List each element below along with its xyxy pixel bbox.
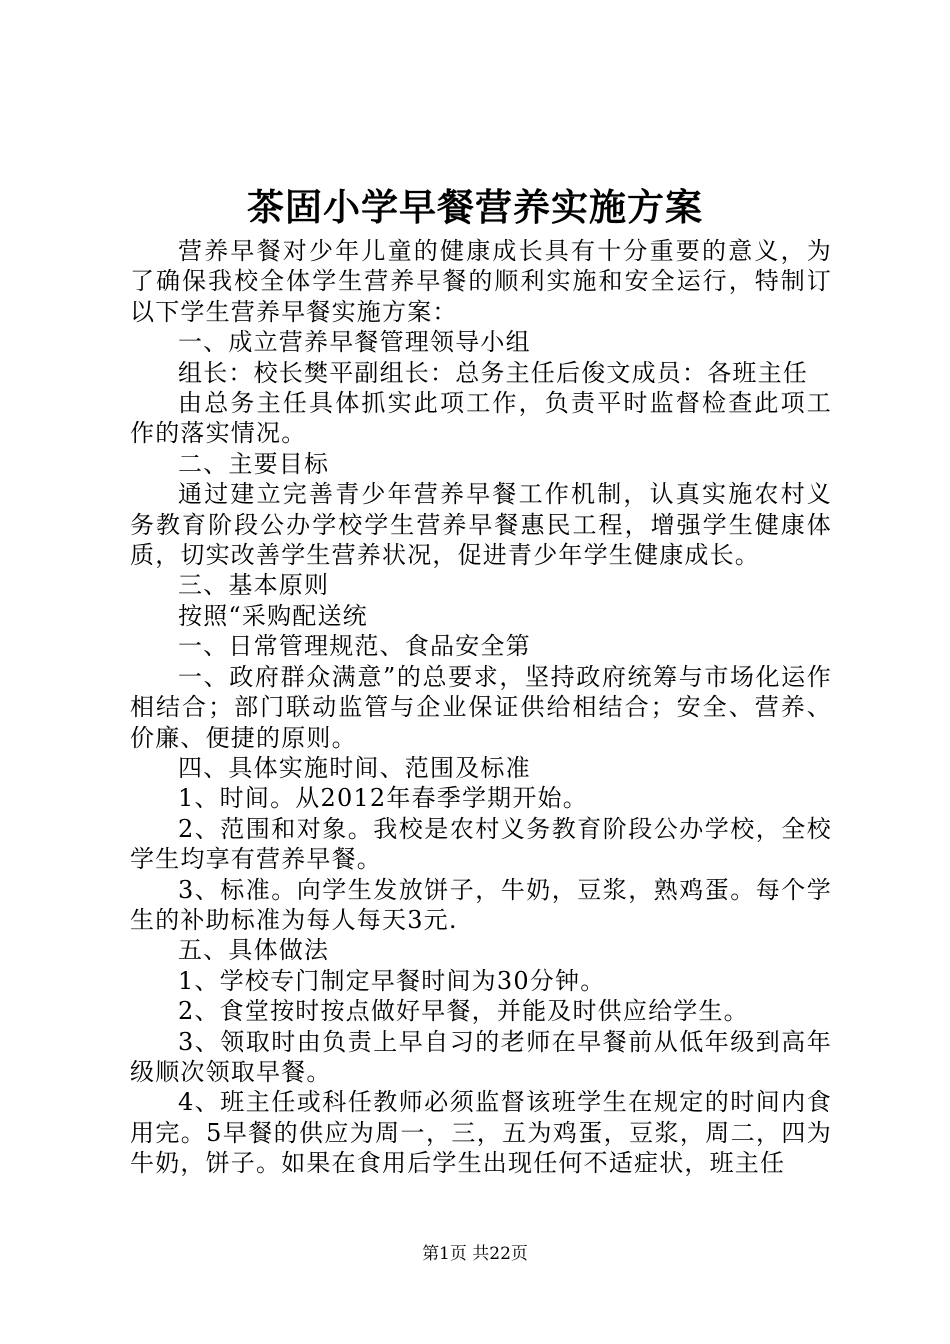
paragraph: 3、领取时由负责上早自习的老师在早餐前从低年级到高年级顺次领取早餐。 — [130, 1027, 832, 1086]
paragraph: 一、日常管理规范、食品安全第 — [178, 632, 531, 661]
section-heading: 一、成立营养早餐管理领导小组 — [178, 328, 531, 357]
paragraph: 由总务主任具体抓实此项工作，负责平时监督检查此项工作的落实情况。 — [130, 389, 832, 448]
paragraph: 一、政府群众满意”的总要求，坚持政府统筹与市场化运作相结合；部门联动监管与企业保证供给相结合；安全、营养、价廉、便捷的原则。 — [130, 662, 832, 752]
paragraph: 1、学校专门制定早餐时间为30分钟。 — [178, 966, 606, 995]
document-title: 茶固小学早餐营养实施方案 — [247, 185, 703, 229]
paragraph: 营养早餐对少年儿童的健康成长具有十分重要的意义，为了确保我校全体学生营养早餐的顺利实施和安全运行，特制订以下学生营养早餐实施方案： — [130, 237, 832, 326]
section-heading: 五、具体做法 — [178, 936, 330, 965]
paragraph: 2、范围和对象。我校是农村义务教育阶段公办学校，全校学生均享有营养早餐。 — [130, 814, 832, 874]
paragraph: 4、班主任或科任教师必须监督该班学生在规定的时间内食用完。5早餐的供应为周一，三，五为鸡蛋，豆浆，周二，四为牛奶，饼子。如果在食用后学生出现任何不适症状，班主任 — [130, 1088, 832, 1178]
document-body — [130, 236, 832, 1179]
section-heading: 三、基本原则 — [178, 571, 330, 600]
section-heading: 四、具体实施时间、范围及标准 — [178, 753, 531, 782]
paragraph: 组长：校长樊平副组长：总务主任后俊文成员：各班主任 — [178, 358, 808, 387]
paragraph: 3、标准。向学生发放饼子，牛奶，豆浆，熟鸡蛋。每个学生的补助标准为每人每天3元. — [130, 875, 832, 934]
paragraph: 通过建立完善青少年营养早餐工作机制，认真实施农村义务教育阶段公办学校学生营养早餐惠民工程，增强学生健康体质，切实改善学生营养状况，促进青少年学生健康成长。 — [130, 480, 832, 570]
section-heading: 二、主要目标 — [178, 449, 330, 478]
paragraph: 2、食堂按时按点做好早餐，并能及时供应给学生。 — [178, 997, 749, 1026]
paragraph: 1、时间。从2012年春季学期开始。 — [178, 784, 588, 813]
page-number-footer: 第1页 共22页 — [422, 1244, 528, 1264]
paragraph: 按照“采购配送统 — [178, 601, 368, 630]
